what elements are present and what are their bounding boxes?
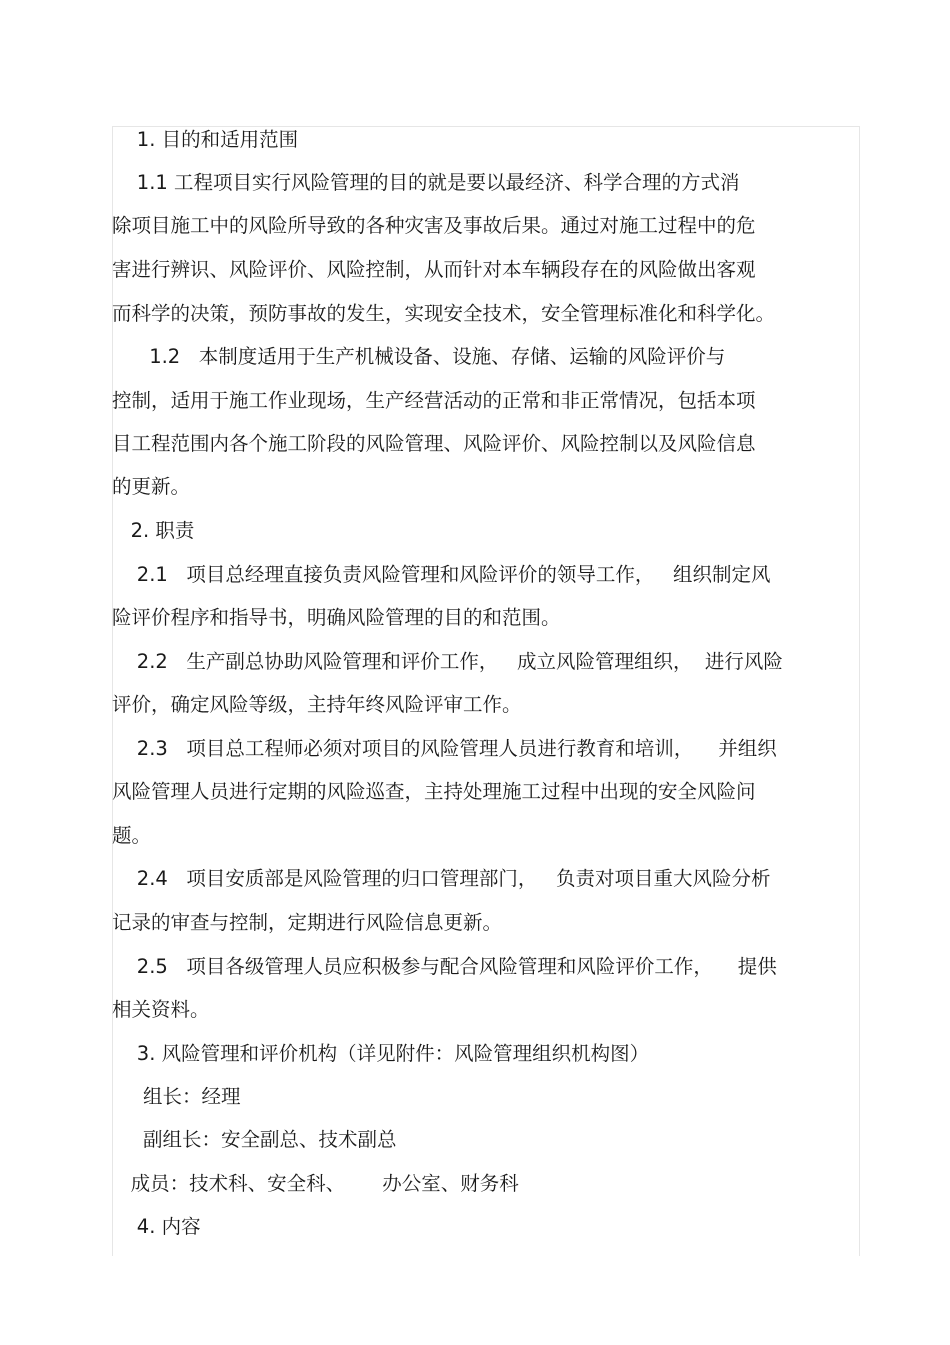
paragraph-1-1-line-4: 而科学的决策，预防事故的发生，实现安全技术，安全管理标准化和科学化。 — [112, 302, 776, 325]
section-2-heading: 2. 职责 — [112, 519, 195, 542]
group-leader-line: 组长：经理 — [112, 1085, 241, 1108]
section-3-heading: 3. 风险管理和评价机构（详见附件：风险管理组织机构图） — [112, 1042, 650, 1065]
paragraph-1-2-line-2: 控制，适用于施工作业现场，生产经营活动的正常和非正常情况，包括本项 — [112, 389, 756, 412]
paragraph-2-5-line-2: 相关资料。 — [112, 998, 210, 1021]
paragraph-2-1-line-1: 2.1 项目总经理直接负责风险管理和风险评价的领导工作， 组织制定风 — [112, 563, 771, 586]
section-1-heading: 1. 目的和适用范围 — [112, 128, 299, 151]
members-line: 成员：技术科、安全科、 办公室、财务科 — [112, 1172, 519, 1195]
paragraph-1-1-line-2: 除项目施工中的风险所导致的各种灾害及事故后果。通过对施工过程中的危 — [112, 214, 756, 237]
paragraph-1-2-line-3: 目工程范围内各个施工阶段的风险管理、风险评价、风险控制以及风险信息 — [112, 432, 756, 455]
section-4-heading: 4. 内容 — [112, 1215, 201, 1238]
paragraph-1-1-line-3: 害进行辨识、风险评价、风险控制，从而针对本车辆段存在的风险做出客观 — [112, 258, 756, 281]
paragraph-1-1-line-1: 1.1 工程项目实行风险管理的目的就是要以最经济、科学合理的方式消 — [112, 171, 740, 194]
paragraph-2-2-line-2: 评价，确定风险等级，主持年终风险评审工作。 — [112, 693, 522, 716]
paragraph-1-2-line-4: 的更新。 — [112, 475, 191, 498]
paragraph-2-4-line-2: 记录的审查与控制，定期进行风险信息更新。 — [112, 911, 503, 934]
paragraph-1-2-line-1: 1.2 本制度适用于生产机械设备、设施、存储、运输的风险评价与 — [112, 345, 726, 368]
paragraph-2-3-line-1: 2.3 项目总工程师必须对项目的风险管理人员进行教育和培训， 并组织 — [112, 737, 777, 760]
paragraph-2-3-line-2: 风险管理人员进行定期的风险巡查，主持处理施工过程中出现的安全风险问 — [112, 780, 756, 803]
paragraph-2-4-line-1: 2.4 项目安质部是风险管理的归口管理部门， 负责对项目重大风险分析 — [112, 867, 771, 890]
paragraph-2-3-line-3: 题。 — [112, 824, 152, 847]
paragraph-2-5-line-1: 2.5 项目各级管理人员应积极参与配合风险管理和风险评价工作， 提供 — [112, 955, 777, 978]
deputy-leader-line: 副组长：安全副总、技术副总 — [112, 1128, 397, 1151]
paragraph-2-1-line-2: 险评价程序和指导书，明确风险管理的目的和范围。 — [112, 606, 561, 629]
paragraph-2-2-line-1: 2.2 生产副总协助风险管理和评价工作， 成立风险管理组织， 进行风险 — [112, 650, 783, 673]
